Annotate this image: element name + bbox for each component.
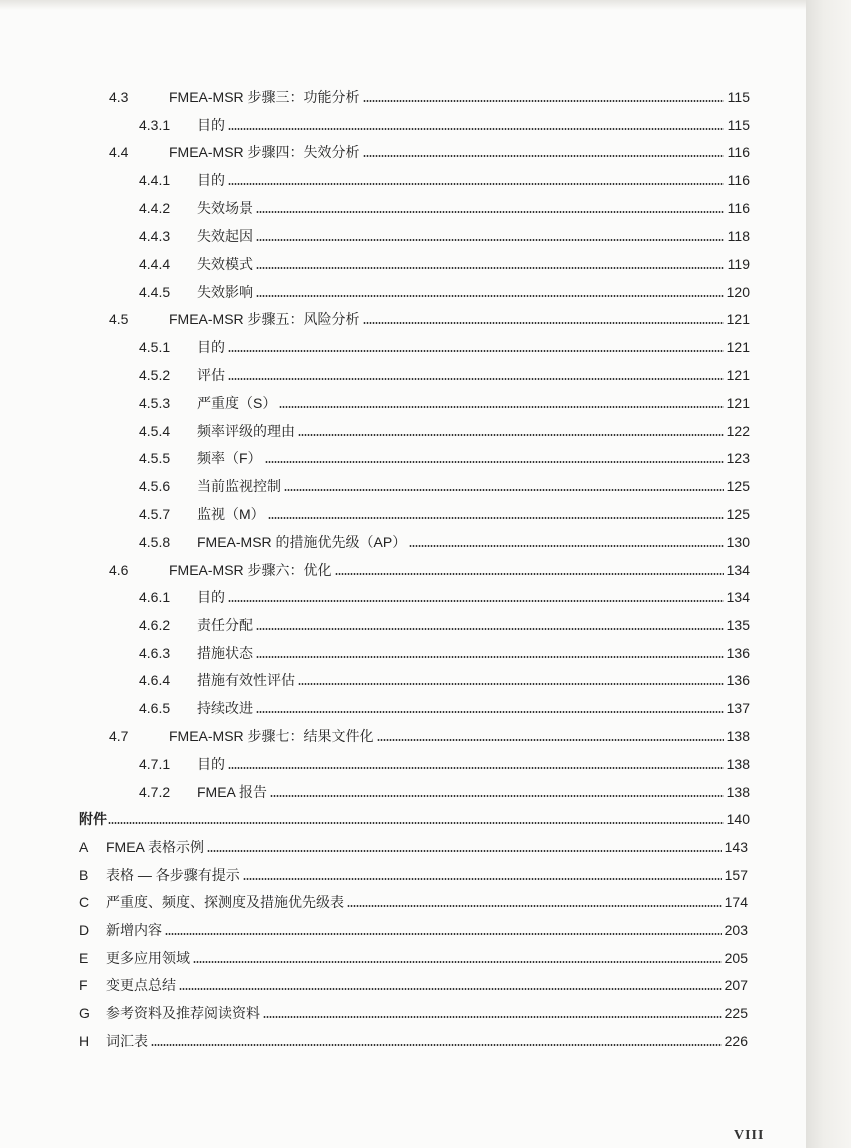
appendix-title: 严重度、频度、探测度及措施优先级表 xyxy=(106,894,344,910)
section-title: 目的 xyxy=(197,339,225,355)
appendix-title: 新增内容 xyxy=(106,922,162,938)
section-number: 4.6.4 xyxy=(139,672,171,688)
dot-leader xyxy=(165,933,722,935)
section-number: 4.5.8 xyxy=(139,534,171,550)
toc-entry[interactable] xyxy=(109,557,750,579)
appendix-title: 词汇表 xyxy=(106,1033,148,1049)
page-number: 122 xyxy=(726,423,750,439)
page-number: 121 xyxy=(726,311,750,327)
page-number: 125 xyxy=(726,478,750,494)
section-title: 频率（F） xyxy=(197,450,262,466)
dot-leader xyxy=(256,656,724,658)
section-number: 4.5.3 xyxy=(139,395,171,411)
dot-leader xyxy=(409,545,724,547)
dot-leader xyxy=(108,822,724,824)
dot-leader xyxy=(363,322,724,324)
section-number: 4.5 xyxy=(109,311,129,327)
appendix-title: 参考资料及推荐阅读资料 xyxy=(106,1005,260,1021)
section-number: 4.5.5 xyxy=(139,450,171,466)
section-number: 4.7.1 xyxy=(139,756,171,772)
appendix-letter: A xyxy=(79,839,89,855)
dot-leader xyxy=(335,573,724,575)
page-number: 123 xyxy=(726,450,750,466)
toc-appendix-entry[interactable] xyxy=(79,917,748,939)
page-edge xyxy=(806,0,851,1148)
appendix-letter: C xyxy=(79,894,90,910)
section-title: 失效模式 xyxy=(197,256,253,272)
toc-appendix-entry[interactable] xyxy=(79,945,748,967)
page-number: 143 xyxy=(724,839,748,855)
dot-leader xyxy=(256,211,724,213)
section-number: 4.4.5 xyxy=(139,284,171,300)
toc-entry[interactable] xyxy=(139,251,750,273)
page-number: 138 xyxy=(726,728,750,744)
section-number: 4.3.1 xyxy=(139,117,171,133)
dot-leader xyxy=(284,489,724,491)
page-number: 118 xyxy=(727,228,750,244)
section-title: FMEA-MSR 步骤六：优化 xyxy=(169,562,332,578)
section-title: 评估 xyxy=(197,367,225,383)
section-title: FMEA-MSR 步骤四：失效分析 xyxy=(169,144,360,160)
dot-leader xyxy=(256,295,724,297)
appendix-letter: B xyxy=(79,867,89,883)
appendix-letter: H xyxy=(79,1033,90,1049)
toc-entry[interactable] xyxy=(109,84,750,106)
section-title: FMEA-MSR 步骤五：风险分析 xyxy=(169,311,360,327)
section-number: 4.6.5 xyxy=(139,700,171,716)
dot-leader xyxy=(243,878,722,880)
appendix-letter: E xyxy=(79,950,89,966)
toc-entry[interactable] xyxy=(109,139,750,161)
page-number: 157 xyxy=(724,867,748,883)
appendix-title: 表格 — 各步骤有提示 xyxy=(106,867,240,883)
section-number: 4.3 xyxy=(109,89,129,105)
section-title: 目的 xyxy=(197,756,225,772)
toc-entry[interactable] xyxy=(109,306,750,328)
toc-entry[interactable] xyxy=(139,779,750,801)
page-number: 137 xyxy=(726,700,750,716)
page-number: 130 xyxy=(726,534,750,550)
dot-leader xyxy=(263,1016,722,1018)
section-number: 4.5.2 xyxy=(139,367,171,383)
dot-leader xyxy=(228,600,724,602)
page-number: 121 xyxy=(726,367,750,383)
page-number: 134 xyxy=(726,589,750,605)
dot-leader xyxy=(256,711,724,713)
page-number: 226 xyxy=(724,1033,748,1049)
section-number: 4.7.2 xyxy=(139,784,171,800)
dot-leader xyxy=(228,183,724,185)
section-title: 措施有效性评估 xyxy=(197,672,295,688)
page-number: 205 xyxy=(724,950,748,966)
dot-leader xyxy=(151,1044,722,1046)
page-number: 138 xyxy=(726,756,750,772)
dot-leader xyxy=(270,795,724,797)
toc-entry[interactable] xyxy=(139,640,750,662)
appendix-title: 更多应用领域 xyxy=(106,950,190,966)
section-number: 4.6.1 xyxy=(139,589,171,605)
page-number: 121 xyxy=(726,339,750,355)
dot-leader xyxy=(377,739,724,741)
toc-entry[interactable] xyxy=(139,167,750,189)
section-title: FMEA 报告 xyxy=(197,784,268,800)
toc-entry[interactable] xyxy=(139,445,750,467)
page-folio: VIII xyxy=(734,1128,765,1143)
dot-leader xyxy=(228,767,724,769)
dot-leader xyxy=(256,267,724,269)
toc-entry[interactable] xyxy=(139,390,750,412)
page-number: 119 xyxy=(727,256,750,272)
toc-entry[interactable] xyxy=(139,751,750,773)
page-number: 125 xyxy=(726,506,750,522)
page-number: 140 xyxy=(726,811,750,827)
page-number: 115 xyxy=(727,117,750,133)
page-number: 136 xyxy=(726,672,750,688)
toc-entry[interactable] xyxy=(139,223,750,245)
toc-entry[interactable] xyxy=(139,195,750,217)
toc-entry[interactable] xyxy=(139,362,750,384)
section-number: 4.4.4 xyxy=(139,256,171,272)
toc-entry[interactable] xyxy=(139,473,750,495)
appendix-title: 变更点总结 xyxy=(106,977,176,993)
dot-leader xyxy=(228,350,724,352)
page-number: 138 xyxy=(726,784,750,800)
section-number: 4.4.2 xyxy=(139,200,171,216)
section-title: 监视（M） xyxy=(197,506,265,522)
section-title: 措施状态 xyxy=(197,645,253,661)
section-number: 4.4 xyxy=(109,144,129,160)
section-number: 4.5.7 xyxy=(139,506,171,522)
toc-entry[interactable] xyxy=(139,112,750,134)
page-number: 174 xyxy=(724,894,748,910)
section-number: 4.5.1 xyxy=(139,339,171,355)
toc-appendix-entry[interactable] xyxy=(79,834,748,856)
toc-entry[interactable] xyxy=(139,584,750,606)
toc-entry[interactable] xyxy=(139,695,750,717)
section-number: 4.4.1 xyxy=(139,172,171,188)
toc-entry[interactable] xyxy=(109,723,750,745)
page-number: 116 xyxy=(727,172,750,188)
page-number: 116 xyxy=(727,144,750,160)
dot-leader xyxy=(347,905,722,907)
page-number: 135 xyxy=(726,617,750,633)
section-title: 严重度（S） xyxy=(197,395,277,411)
dot-leader xyxy=(363,100,724,102)
section-number: 4.4.3 xyxy=(139,228,171,244)
dot-leader xyxy=(228,128,724,130)
appendix-letter: D xyxy=(79,922,90,938)
page-number: 116 xyxy=(727,200,750,216)
section-number: 4.6.3 xyxy=(139,645,171,661)
section-title: 失效影响 xyxy=(197,284,253,300)
page-number: 134 xyxy=(726,562,750,578)
dot-leader xyxy=(265,461,724,463)
section-number: 4.6 xyxy=(109,562,129,578)
appendix-title: FMEA 表格示例 xyxy=(106,839,205,855)
toc-entry[interactable] xyxy=(139,334,750,356)
toc-appendix-entry[interactable] xyxy=(79,889,748,911)
section-title: 目的 xyxy=(197,172,225,188)
section-number: 4.7 xyxy=(109,728,129,744)
appendix-heading-title: 附件 xyxy=(79,811,107,827)
section-title: 目的 xyxy=(197,589,225,605)
section-title: 频率评级的理由 xyxy=(197,423,295,439)
page-number: 203 xyxy=(724,922,748,938)
dot-leader xyxy=(298,683,724,685)
section-title: 当前监视控制 xyxy=(197,478,281,494)
dot-leader xyxy=(363,155,724,157)
toc-appendix-entry[interactable] xyxy=(79,862,748,884)
toc-appendix-entry[interactable] xyxy=(79,1000,748,1022)
section-title: FMEA-MSR 的措施优先级（AP） xyxy=(197,534,407,550)
toc-appendix-entry[interactable] xyxy=(79,1028,748,1050)
page-number: 115 xyxy=(727,89,750,105)
dot-leader xyxy=(228,378,724,380)
section-title: 失效起因 xyxy=(197,228,253,244)
dot-leader xyxy=(298,434,724,436)
toc-entry[interactable] xyxy=(139,667,750,689)
dot-leader xyxy=(179,988,722,990)
dot-leader xyxy=(193,961,722,963)
toc-entry[interactable] xyxy=(139,279,750,301)
page-number: 225 xyxy=(724,1005,748,1021)
section-number: 4.6.2 xyxy=(139,617,171,633)
page-number: 120 xyxy=(726,284,750,300)
section-title: 责任分配 xyxy=(197,617,253,633)
section-number: 4.5.4 xyxy=(139,423,171,439)
appendix-letter: G xyxy=(79,1005,90,1021)
toc-entry[interactable] xyxy=(139,418,750,440)
toc-entry[interactable] xyxy=(139,529,750,551)
section-title: 目的 xyxy=(197,117,225,133)
section-title: FMEA-MSR 步骤三：功能分析 xyxy=(169,89,360,105)
toc-appendix-entry[interactable] xyxy=(79,972,748,994)
section-title: 持续改进 xyxy=(197,700,253,716)
appendix-letter: F xyxy=(79,977,88,993)
dot-leader xyxy=(207,850,722,852)
dot-leader xyxy=(268,517,724,519)
toc-appendix-heading[interactable] xyxy=(79,806,750,828)
dot-leader xyxy=(279,406,724,408)
section-title: 失效场景 xyxy=(197,200,253,216)
section-title: FMEA-MSR 步骤七：结果文件化 xyxy=(169,728,374,744)
toc-entry[interactable] xyxy=(139,501,750,523)
page-number: 121 xyxy=(726,395,750,411)
dot-leader xyxy=(256,239,724,241)
page-number: 136 xyxy=(726,645,750,661)
section-number: 4.5.6 xyxy=(139,478,171,494)
dot-leader xyxy=(256,628,724,630)
page-number: 207 xyxy=(724,977,748,993)
toc-entry[interactable] xyxy=(139,612,750,634)
